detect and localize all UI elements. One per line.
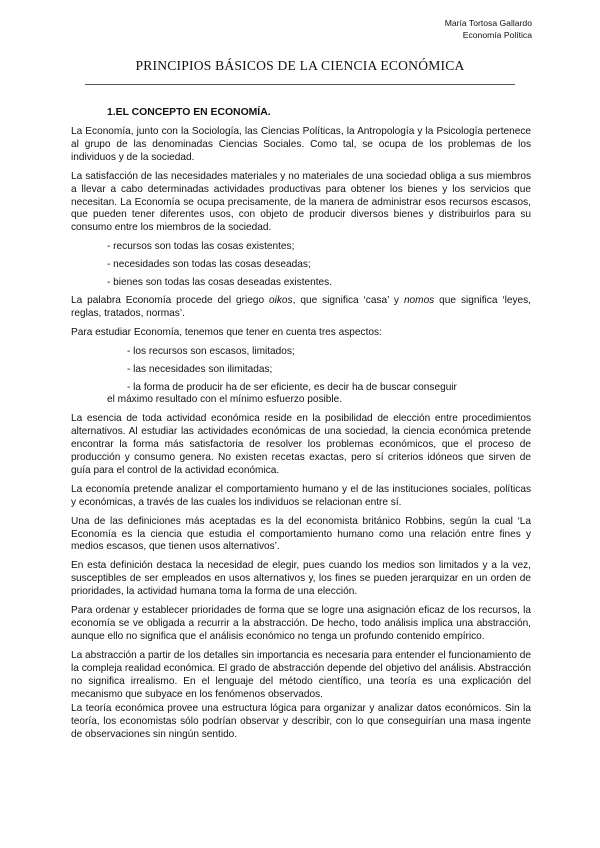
- paragraph: La satisfacción de las necesidades materiales y no materiales de una sociedad obliga a sus miembros a llevar a cabo determinadas actividades productivas para obtener los bienes y los servicios que necesitan. La Economía se ocupa precisamente, de la manera de administrar esos recursos escasos, que pueden tener diferentes usos, con objeto de producir diversos bienes y distribuirlos para su consumo entre los miembros de la sociedad.: [71, 170, 531, 234]
- title-divider: [85, 84, 515, 85]
- list-item: - necesidades son todas las cosas deseadas;: [107, 259, 311, 271]
- text-run: , que significa ‘casa’ y: [292, 294, 404, 306]
- paragraph: [71, 295, 531, 321]
- text-run: La palabra Economía procede del griego: [71, 294, 270, 306]
- document-title: PRINCIPIOS BÁSICOS DE LA CIENCIA ECONÓMICA: [135, 58, 465, 73]
- list-item: - recursos son todas las cosas existentes;: [107, 241, 295, 253]
- list-item: - bienes son todas las cosas deseadas existentes.: [107, 277, 332, 289]
- paragraph: La teoría económica provee una estructura lógica para organizar y analizar datos económicos. Sin la teoría, los economistas sólo podrían observar y describir, con lo que conseguirían una masa ingente de observaciones sin ningún sentido.: [71, 703, 531, 741]
- paragraph: Para estudiar Economía, tenemos que tener en cuenta tres aspectos:: [71, 326, 382, 338]
- paragraph: En esta definición destaca la necesidad de elegir, pues cuando los medios son limitados y a la vez, susceptibles de ser empleados en usos alternativos y, los fines se pueden jerarquizar en un orden de prioridades, la actividad humana toma la forma de una elección.: [71, 560, 531, 598]
- section-heading: 1.EL CONCEPTO EN ECONOMÍA.: [107, 107, 271, 118]
- list-item-line: el máximo resultado con el mínimo esfuerzo posible.: [107, 394, 343, 406]
- list-item: - las necesidades son ilimitadas;: [127, 363, 273, 375]
- paragraph: Una de las definiciones más aceptadas es la del economista británico Robbins, según la cual ‘La Economía es la ciencia que estudia el comportamiento humano como una relación entre fines y medios escasos, que tienen usos alternativos’.: [71, 515, 531, 553]
- list-item-line: - la forma de producir ha de ser eficiente, es decir ha de buscar conseguir: [127, 381, 457, 393]
- page-header: [445, 17, 532, 41]
- term-nomos: nomos: [403, 294, 435, 306]
- header-author: María Tortosa Gallardo: [444, 18, 532, 28]
- term-oikos: oikos: [269, 294, 293, 306]
- list-item: [107, 381, 531, 408]
- paragraph: Para ordenar y establecer prioridades de forma que se logre una asignación eficaz de los recursos, la economía se ve obligada a recurrir a la abstracción. De hecho, todo análisis implica una abstracción, aunque ello no significa que el análisis económico no tenga un profundo contenido empírico.: [71, 605, 531, 642]
- paragraph: La economía pretende analizar el comportamiento humano y el de las instituciones sociales, políticas y económicas, a través de las cuales los individuos se relacionan entre sí.: [71, 483, 531, 508]
- paragraph: La abstracción a partir de los detalles sin importancia es necesaria para entender el funcionamiento de la compleja realidad económica. El grado de abstracción depende del objetivo del análisis. Abstracción no significa irrealismo. En el lenguaje del método científico, una teoría es una explicación del mecanismo que subyace en los fenómenos observados.: [71, 649, 531, 700]
- text-run: que significa ‘leyes, reglas, tratados, normas’.: [71, 294, 531, 319]
- list-item: - los recursos son escasos, limitados;: [127, 345, 295, 357]
- paragraph: La Economía, junto con la Sociología, las Ciencias Políticas, la Antropología y la Psicología pertenece al grupo de las denominadas Ciencias Sociales. Como tal, se ocupa de los problemas de los individuos y de la sociedad.: [71, 126, 531, 163]
- header-subject: Economía Política: [462, 30, 532, 40]
- paragraph: La esencia de toda actividad económica reside en la posibilidad de elección entre procedimientos alternativos. Al estudiar las actividades económicas de una sociedad, la ciencia económica pretende encontrar la forma más satisfactoria de resolver los problemas económicos, que el proceso de producción y consumo genera. No existen recetas exactas, pero sí criterios idóneos que sirven de guía para el control de la actividad económica.: [71, 413, 531, 476]
- document-body: [71, 126, 531, 748]
